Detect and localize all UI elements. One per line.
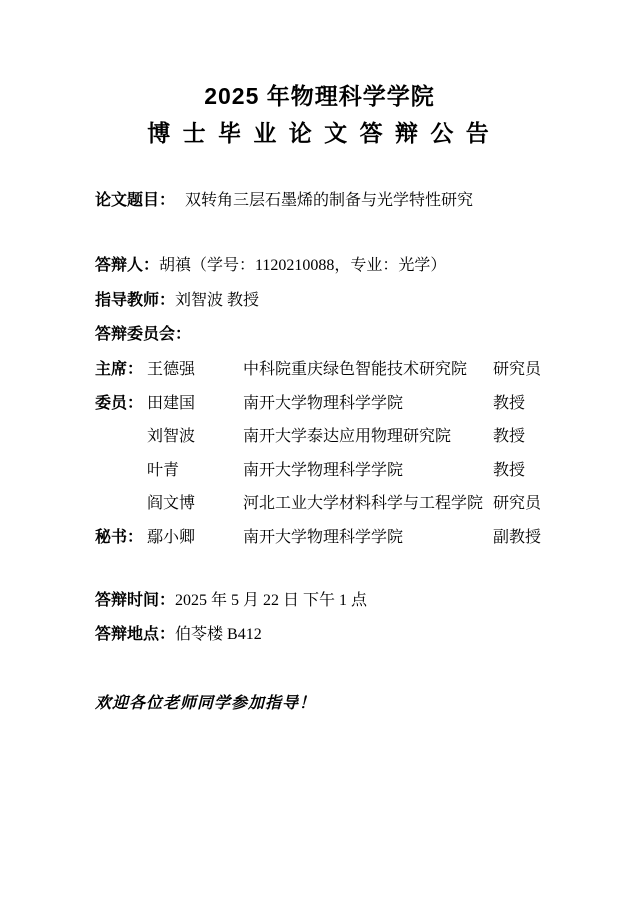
committee-affiliation: 南开大学物理科学学院 xyxy=(243,462,404,479)
defense-place-line xyxy=(95,621,262,644)
committee-affiliation: 南开大学泰达应用物理研究院 xyxy=(243,428,452,445)
thesis-title-value: 双转角三层石墨烯的制备与光学特性研究 xyxy=(185,192,474,209)
committee-affiliation: 南开大学物理科学学院 xyxy=(243,529,404,546)
committee-title: 教授 xyxy=(493,428,526,445)
committee-name: 叶青 xyxy=(147,462,180,479)
committee-heading: 答辩委员会： xyxy=(95,326,192,343)
thesis-title-label: 论文题目： xyxy=(95,192,176,209)
defense-place-value: 伯苓楼 B412 xyxy=(175,626,262,643)
committee-title: 研究员 xyxy=(493,495,542,512)
committee-row-member-4 xyxy=(95,490,555,510)
committee-title: 教授 xyxy=(493,395,526,412)
committee-affiliation: 河北工业大学材料科学与工程学院 xyxy=(243,495,484,512)
advisor-label: 指导教师： xyxy=(95,292,176,309)
committee-row-member-3 xyxy=(95,457,555,477)
welcome-message: 欢迎各位老师同学参加指导！ xyxy=(95,695,317,712)
committee-role: 主席： xyxy=(95,361,144,378)
committee-name: 鄢小卿 xyxy=(147,529,196,546)
committee-row-member-2 xyxy=(95,423,555,443)
page-title-line1: 2025 年物理科学学院 xyxy=(204,83,435,109)
committee-row-secretary xyxy=(95,524,555,544)
defense-time-label: 答辩时间： xyxy=(95,592,176,609)
committee-affiliation: 南开大学物理科学学院 xyxy=(243,395,404,412)
committee-row-chair xyxy=(95,356,555,376)
page-title-line2: 博 士 毕 业 论 文 答 辩 公 告 xyxy=(147,120,492,146)
committee-name: 田建国 xyxy=(147,395,196,412)
committee-row-member-1 xyxy=(95,390,555,410)
committee-title: 副教授 xyxy=(493,529,542,546)
thesis-title-line xyxy=(95,187,473,210)
committee-name: 王德强 xyxy=(147,361,196,378)
defense-time-line xyxy=(95,587,367,610)
committee-role: 秘书： xyxy=(95,529,144,546)
defender-value: 胡禛（学号：1120210088，专业：光学） xyxy=(159,257,447,274)
committee-name: 刘智波 xyxy=(147,428,196,445)
advisor-value: 刘智波 教授 xyxy=(175,292,260,309)
committee-affiliation: 中科院重庆绿色智能技术研究院 xyxy=(243,361,468,378)
committee-role: 委员： xyxy=(95,395,144,412)
committee-name: 阎文博 xyxy=(147,495,196,512)
defender-label: 答辩人： xyxy=(95,257,160,274)
committee-title: 教授 xyxy=(493,462,526,479)
defense-time-value: 2025 年 5 月 22 日 下午 1 点 xyxy=(175,592,368,609)
defense-place-label: 答辩地点： xyxy=(95,626,176,643)
advisor-line xyxy=(95,287,259,310)
defender-line xyxy=(95,252,446,275)
committee-title: 研究员 xyxy=(493,361,542,378)
